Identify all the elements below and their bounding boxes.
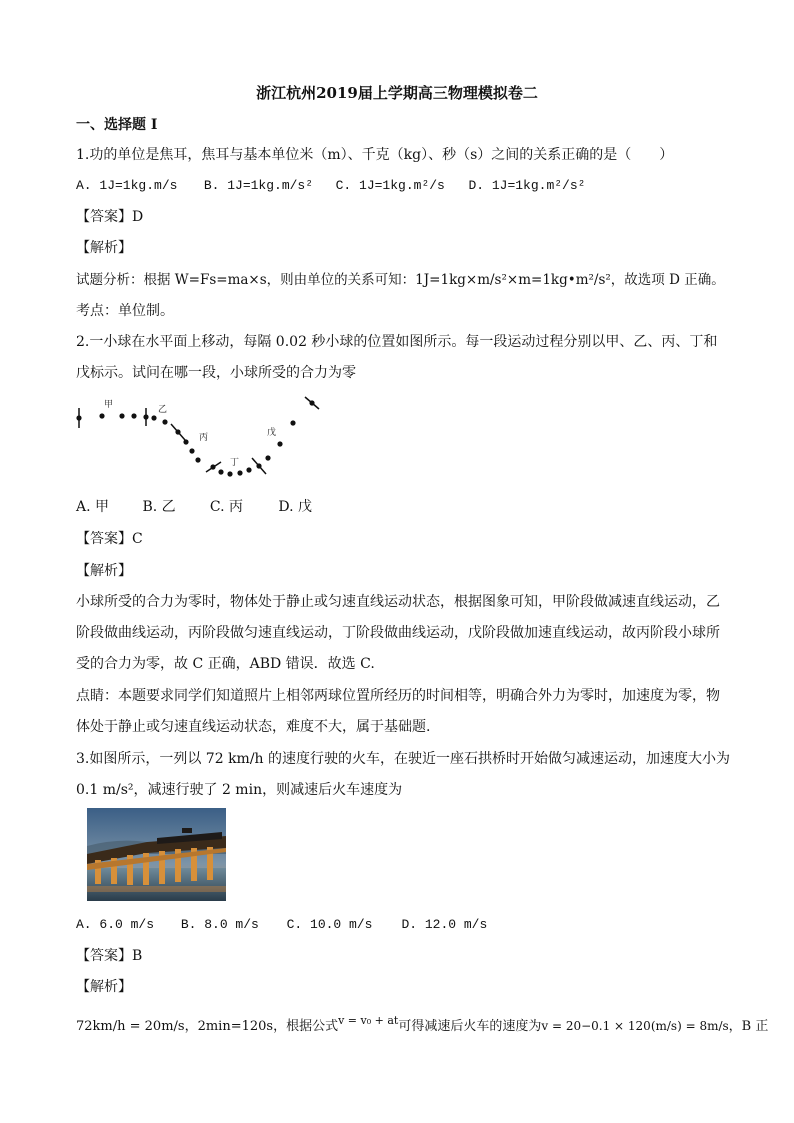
ball-dot <box>277 441 282 446</box>
ball-dot <box>290 420 295 425</box>
ball-dot <box>119 413 124 418</box>
q2-analysis-label: 【解析】 <box>76 563 132 579</box>
ball-dot <box>237 470 242 475</box>
q2-option-d: D. 戊 <box>278 499 312 515</box>
q3-options <box>76 915 487 935</box>
q3-stem-line1: 3.如图所示，一列以 72 km/h 的速度行驶的火车，在驶近一座石拱桥时开始做匀减速运动，加速度大小为 <box>76 751 731 767</box>
q1-option-b: B. 1J=1kg.m/s² <box>203 178 314 193</box>
ball-dot <box>143 414 148 419</box>
ball-dot <box>210 464 215 469</box>
q2-stem-line1: 2.一小球在水平面上移动，每隔 0.02 秒小球的位置如图所示。每一段运动过程分别以甲、乙、丙、丁和 <box>76 334 718 350</box>
q3-analysis-text-3: ，B 正 <box>728 1019 769 1034</box>
ball-dot <box>76 415 81 420</box>
q2-comment-line2: 体处于静止或匀速直线运动状态，难度不大，属于基础题. <box>76 719 431 735</box>
label-ding: 丁 <box>230 458 240 468</box>
q1-stem: 1.功的单位是焦耳，焦耳与基本单位米（m）、千克（kg）、秒（s）之间的关系正确的是（ ） <box>76 147 674 163</box>
q3-option-d: D. 12.0 m/s <box>401 917 488 932</box>
q1-answer: 【答案】D <box>76 209 144 225</box>
q3-formula-2: v = 20−0.1 × 120(m/s) = 8m/s <box>541 1019 729 1033</box>
page-title: 浙江杭州2019届上学期高三物理模拟卷二 <box>256 84 538 102</box>
q3-analysis-text-1: 72km/h = 20m/s，2min=120s，根据公式 <box>76 1019 339 1034</box>
q3-analysis-text-2: 可得减速后火车的速度为 <box>398 1019 542 1034</box>
ball-dot <box>246 467 251 472</box>
ball-dot <box>183 439 188 444</box>
ball-dot <box>131 413 136 418</box>
q3-option-b: B. 8.0 m/s <box>180 917 259 932</box>
ball-dot <box>309 400 314 405</box>
motion-diagram <box>70 390 330 490</box>
q3-option-a: A. 6.0 m/s <box>76 917 155 932</box>
q3-formula-1: v = v₀ + at <box>338 1014 399 1027</box>
ball-dot <box>175 429 180 434</box>
label-jia: 甲 <box>104 400 114 410</box>
ball-dot <box>265 455 270 460</box>
q2-analysis-line3: 受的合力为零，故 C 正确，ABD 错误．故选 C. <box>76 656 375 672</box>
q2-options <box>76 497 312 517</box>
q2-analysis-line2: 阶段做曲线运动，丙阶段做匀速直线运动，丁阶段做曲线运动，戊阶段做加速直线运动，故丙阶段小球所 <box>76 625 720 641</box>
q2-option-c: C. 丙 <box>209 499 244 515</box>
ball-dot <box>151 415 156 420</box>
ball-dot <box>195 457 200 462</box>
label-bing: 丙 <box>199 433 209 443</box>
q2-answer: 【答案】C <box>76 531 143 547</box>
q2-analysis-line1: 小球所受的合力为零时，物体处于静止或匀速直线运动状态，根据图象可知，甲阶段做减速直线运动，乙 <box>76 594 720 610</box>
ball-dot <box>256 463 261 468</box>
ball-dot <box>189 448 194 453</box>
q2-option-a: A. 甲 <box>76 499 110 515</box>
q3-stem-line2: 0.1 m/s²，减速行驶了 2 min，则减速后火车速度为 <box>76 782 403 798</box>
ball-dot <box>227 471 232 476</box>
q1-option-d: D. 1J=1kg.m²/s² <box>468 178 586 193</box>
ball-dot <box>218 469 223 474</box>
q2-option-b: B. 乙 <box>142 499 176 515</box>
q1-analysis-label: 【解析】 <box>76 240 132 256</box>
ball-dot <box>162 419 167 424</box>
q1-point: 考点：单位制。 <box>76 303 174 319</box>
q1-options <box>76 176 585 196</box>
q3-answer: 【答案】B <box>76 948 143 964</box>
q3-option-c: C. 10.0 m/s <box>286 917 373 932</box>
train-bridge-photo <box>87 808 226 901</box>
q3-analysis-label: 【解析】 <box>76 979 132 995</box>
q1-option-a: A. 1J=1kg.m/s <box>76 178 178 193</box>
section-heading: 一、选择题 I <box>76 117 158 133</box>
ball-dot <box>99 413 104 418</box>
label-yi: 乙 <box>158 405 168 415</box>
q2-stem-line2: 戊标示。试问在哪一段，小球所受的合力为零 <box>76 365 356 381</box>
label-wu: 戊 <box>267 428 277 438</box>
q3-analysis <box>76 1016 768 1037</box>
q1-option-c: C. 1J=1kg.m²/s <box>335 178 445 193</box>
q1-analysis: 试题分析：根据 W=Fs=ma×s，则由单位的关系可知：1J=1kg×m/s²×m=1kg•m²/s²，故选项 D 正确。 <box>76 272 725 288</box>
q2-comment-line1: 点睛：本题要求同学们知道照片上相邻两球位置所经历的时间相等，明确合外力为零时，加速度为零，物 <box>76 688 720 704</box>
